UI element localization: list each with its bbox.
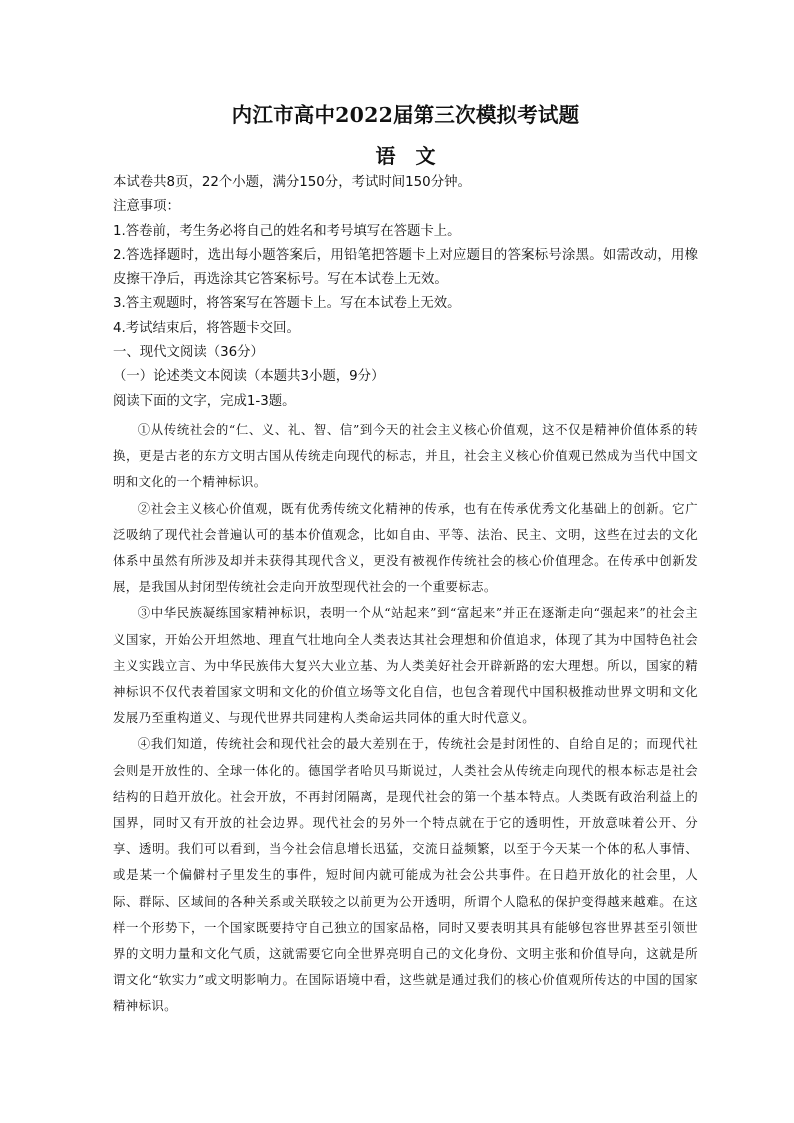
exam-intro: 本试卷共8页，22个小题，满分150分，考试时间150分钟。 bbox=[113, 175, 471, 190]
reading-passage bbox=[113, 417, 698, 1020]
exam-page bbox=[113, 100, 698, 1020]
passage-paragraph-3: ③中华民族凝练国家精神标识，表明一个从“站起来”到“富起来”并正在逐渐走向“强起来”的社会主义国家，开始公开坦然地、理直气壮地向全人类表达其社会理想和价值追求，体现了其为中国特色社会主义实践立言、为中华民族伟大复兴大业立基、为人类美好社会开辟新路的宏大理想。所以，国家的精神标识不仅代表着国家文明和文化的价值立场等文化自信，也包含着现代中国积极推动世界文明和文化发展乃至重构道义、与现代世界共同建构人类命运共同体的重大时代意义。 bbox=[113, 605, 698, 726]
notice-item-2: 2.答选择题时，选出每小题答案后，用铅笔把答题卡上对应题目的答案标号涂黑。如需改动，用橡皮擦干净后，再选涂其它答案标号。写在本试卷上无效。 bbox=[113, 247, 698, 288]
exam-header-info bbox=[113, 171, 698, 414]
subject-title: 语 文 bbox=[375, 144, 436, 168]
exam-title: 内江市高中2022届第三次模拟考试题 bbox=[231, 103, 580, 127]
passage-paragraph-1: ①从传统社会的“仁、义、礼、智、信”到今天的社会主义核心价值观，这不仅是精神价值体系的转换，更是古老的东方文明古国从传统走向现代的标志，并且，社会主义核心价值观已然成为当代中国文明和文化的一个精神标识。 bbox=[113, 421, 698, 490]
notice-item-4: 4.考试结束后，将答题卡交回。 bbox=[113, 320, 300, 336]
reading-instruction: 阅读下面的文字，完成1-3题。 bbox=[113, 393, 296, 409]
subsection-heading: （一）论述类文本阅读（本题共3小题，9分） bbox=[113, 369, 385, 385]
notice-item-3: 3.答主观题时，将答案写在答题卡上。写在本试卷上无效。 bbox=[113, 296, 461, 312]
passage-paragraph-2: ②社会主义核心价值观，既有优秀传统文化精神的传承，也有在传承优秀文化基础上的创新。它广泛吸纳了现代社会普遍认可的基本价值观念，比如自由、平等、法治、民主、文明，这些在过去的文化体系中虽然有所涉及却并未获得其现代含义，更没有被视作传统社会的核心价值理念。在传承中创新发展，是我国从封闭型传统社会走向开放型现代社会的一个重要标志。 bbox=[113, 500, 698, 595]
notice-item-1: 1.答卷前，考生务必将自己的姓名和考号填写在答题卡上。 bbox=[113, 223, 461, 239]
passage-paragraph-4: ④我们知道，传统社会和现代社会的最大差别在于，传统社会是封闭性的、自给自足的；而现代社会则是开放性的、全球一体化的。德国学者哈贝马斯说过，人类社会从传统走向现代的根本标志是社会结构的日趋开放化。社会开放，不再封闭隔离，是现代社会的第一个基本特点。人类既有政治利益上的国界，同时又有开放的社会边界。现代社会的另外一个特点就在于它的透明性，开放意味着公开、分享、透明。我们可以看到，当今社会信息增长迅猛，交流日益频繁，以至于今天某一个体的私人事情、或是某一个偏僻村子里发生的事件，短时间内就可能成为社会公共事件。在日趋开放化的社会里，人际、群际、区域间的各种关系或关联较之以前更为公开透明，所谓个人隐私的保护变得越来越难。在这样一个形势下，一个国家既要持守自己独立的国家品格，同时又要表明其具有能够包容世界甚至引领世界的文明力量和文化气质，这就需要它向全世界亮明自己的文化身份、文明主张和价值导向，这就是所谓文化“软实力”或文明影响力。在国际语境中看，这些就是通过我们的核心价值观所传达的中国的国家精神标识。 bbox=[113, 736, 698, 1014]
section-heading: 一、现代文阅读（36分） bbox=[113, 345, 264, 361]
notice-heading: 注意事项： bbox=[113, 199, 180, 215]
